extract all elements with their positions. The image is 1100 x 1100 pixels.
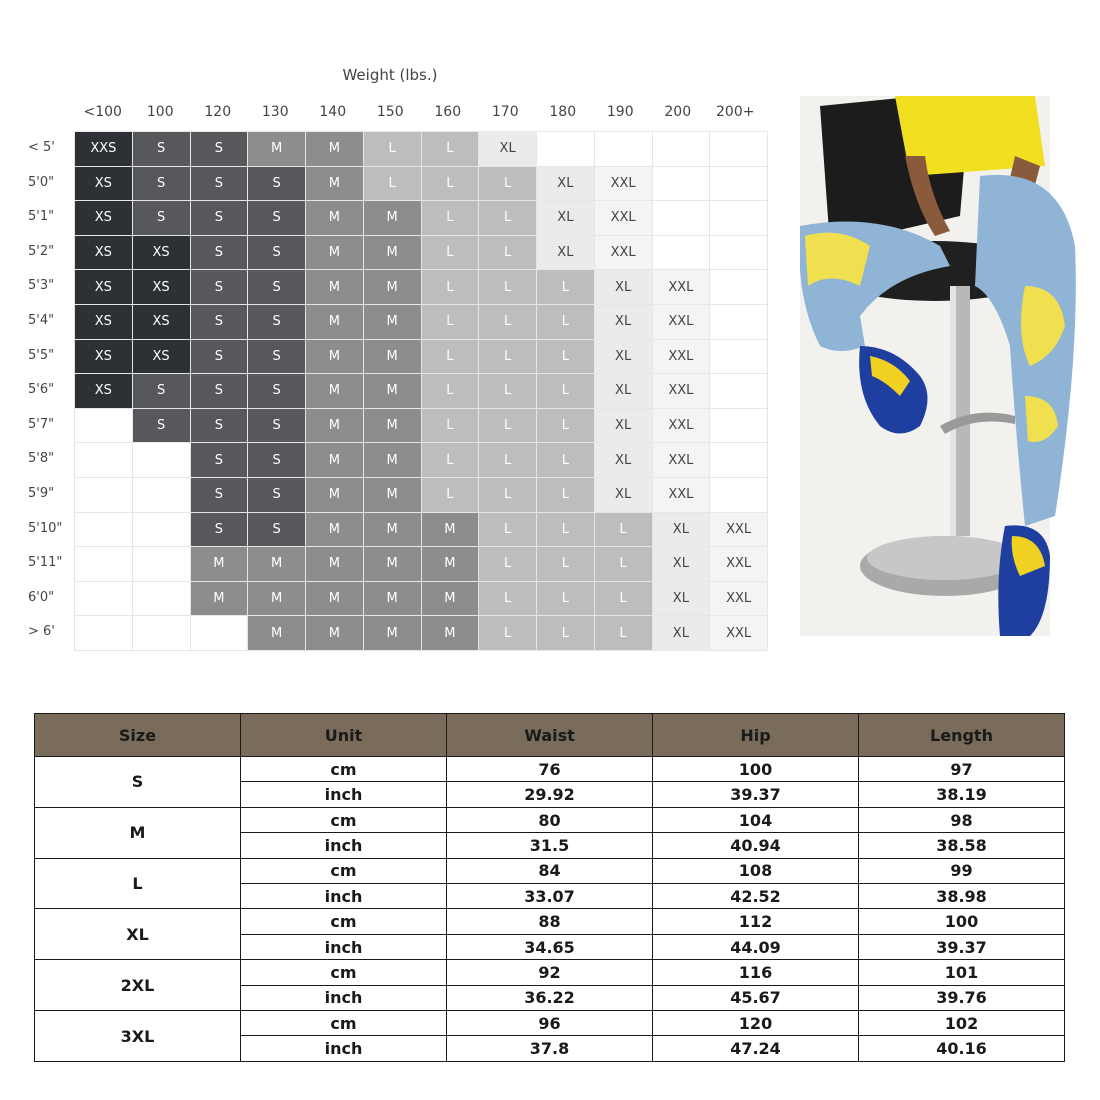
size-cell [190, 615, 248, 650]
weight-label: 200 [664, 104, 692, 120]
size-cell: M [363, 200, 421, 235]
size-cell: L [478, 269, 536, 304]
size-cell: XL [594, 339, 652, 374]
size-cell [594, 131, 652, 166]
size-cell [132, 546, 190, 581]
size-cell: M [247, 581, 305, 616]
size-cell: XXL [652, 408, 710, 443]
size-cell: S [247, 235, 305, 270]
size-cell: L [536, 442, 594, 477]
size-cell: XXL [709, 581, 767, 616]
unit-cell: cm [241, 858, 447, 883]
size-cell: M [363, 408, 421, 443]
size-cell: XXL [594, 200, 652, 235]
size-cell [709, 131, 767, 166]
hip-cell: 116 [653, 960, 859, 985]
size-cell: XXL [652, 304, 710, 339]
hip-cell: 39.37 [653, 782, 859, 807]
size-cell: XL [594, 373, 652, 408]
size-cell: L [536, 477, 594, 512]
unit-cell: inch [241, 833, 447, 858]
size-cell: S [247, 304, 305, 339]
header-length: Length [859, 714, 1065, 757]
size-cell: L [594, 512, 652, 547]
size-cell: L [421, 477, 479, 512]
size-cell [74, 615, 132, 650]
size-cell: L [421, 131, 479, 166]
waist-cell: 96 [447, 1011, 653, 1036]
length-cell: 98 [859, 807, 1065, 832]
size-cell: XL [594, 269, 652, 304]
height-label: 5'7" [28, 416, 55, 432]
size-cell: XL [536, 166, 594, 201]
waist-cell: 36.22 [447, 985, 653, 1010]
size-cell: S [132, 166, 190, 201]
height-label: 5'9" [28, 485, 55, 501]
size-cell: S [247, 442, 305, 477]
weight-label: 150 [376, 104, 404, 120]
unit-cell: cm [241, 807, 447, 832]
size-cell: L [536, 373, 594, 408]
size-recommendation-grid [74, 131, 768, 651]
size-cell: XL [594, 304, 652, 339]
size-cell: L [478, 235, 536, 270]
size-cell: XS [74, 339, 132, 374]
weight-label: 180 [549, 104, 577, 120]
size-cell: XL [594, 442, 652, 477]
hip-cell: 45.67 [653, 985, 859, 1010]
size-cell [132, 512, 190, 547]
size-name-cell: 3XL [35, 1011, 241, 1062]
size-cell: XS [74, 304, 132, 339]
height-label: 5'0" [28, 174, 55, 190]
hip-cell: 47.24 [653, 1036, 859, 1062]
size-cell: XXL [594, 235, 652, 270]
unit-cell: cm [241, 757, 447, 782]
waist-cell: 88 [447, 909, 653, 934]
size-cell: M [305, 339, 363, 374]
size-cell: XL [478, 131, 536, 166]
size-cell: XXL [652, 373, 710, 408]
length-cell: 97 [859, 757, 1065, 782]
size-cell: XL [652, 546, 710, 581]
unit-cell: inch [241, 985, 447, 1010]
size-cell: L [421, 235, 479, 270]
size-cell: M [247, 131, 305, 166]
size-cell: L [478, 200, 536, 235]
size-cell [74, 512, 132, 547]
size-cell: L [536, 615, 594, 650]
weight-label: 120 [204, 104, 232, 120]
size-cell: M [305, 304, 363, 339]
size-cell: M [190, 581, 248, 616]
size-cell: M [363, 546, 421, 581]
size-cell [536, 131, 594, 166]
size-cell: XS [74, 200, 132, 235]
size-cell: M [363, 615, 421, 650]
size-cell: XXL [652, 477, 710, 512]
size-cell: XL [652, 581, 710, 616]
size-cell: L [478, 512, 536, 547]
size-cell [709, 408, 767, 443]
size-cell: M [363, 304, 421, 339]
size-cell [709, 442, 767, 477]
size-cell [709, 304, 767, 339]
table-row [35, 807, 1065, 832]
size-cell [74, 581, 132, 616]
size-cell: M [305, 131, 363, 166]
size-cell: L [478, 615, 536, 650]
size-name-cell: L [35, 858, 241, 909]
size-cell: XL [652, 512, 710, 547]
unit-cell: inch [241, 782, 447, 807]
size-cell: M [305, 373, 363, 408]
size-cell [652, 235, 710, 270]
size-cell: M [305, 615, 363, 650]
size-cell: M [363, 373, 421, 408]
size-cell: M [305, 546, 363, 581]
hip-cell: 104 [653, 807, 859, 832]
header-hip: Hip [653, 714, 859, 757]
size-cell: L [421, 200, 479, 235]
size-cell: M [305, 269, 363, 304]
waist-cell: 80 [447, 807, 653, 832]
size-cell: XXL [594, 166, 652, 201]
size-cell: L [478, 339, 536, 374]
height-label: 5'3" [28, 278, 55, 294]
size-cell: M [421, 512, 479, 547]
size-cell [709, 477, 767, 512]
size-cell: L [421, 442, 479, 477]
measurement-table [34, 713, 1065, 1062]
size-cell: XXL [652, 269, 710, 304]
size-cell: XXL [709, 546, 767, 581]
size-cell: M [305, 166, 363, 201]
size-cell: L [536, 408, 594, 443]
unit-cell: cm [241, 909, 447, 934]
table-row [35, 909, 1065, 934]
height-label: 5'6" [28, 382, 55, 398]
size-cell: XS [74, 235, 132, 270]
size-cell [74, 442, 132, 477]
waist-cell: 84 [447, 858, 653, 883]
size-cell: M [190, 546, 248, 581]
size-name-cell: 2XL [35, 960, 241, 1011]
length-cell: 99 [859, 858, 1065, 883]
size-cell: L [478, 304, 536, 339]
height-label: 5'11" [28, 555, 63, 571]
height-label: 6'0" [28, 589, 55, 605]
length-cell: 40.16 [859, 1036, 1065, 1062]
weight-label: <100 [83, 104, 122, 120]
size-cell [709, 200, 767, 235]
size-cell: M [305, 477, 363, 512]
height-label-column [20, 131, 70, 650]
size-cell: L [536, 581, 594, 616]
table-row [35, 1011, 1065, 1036]
size-cell: L [536, 546, 594, 581]
size-cell: S [247, 339, 305, 374]
size-cell: M [421, 546, 479, 581]
weight-label: 190 [606, 104, 634, 120]
weight-label: 200+ [716, 104, 755, 120]
size-cell: L [421, 269, 479, 304]
hip-cell: 100 [653, 757, 859, 782]
size-cell: XXL [709, 512, 767, 547]
weight-label: 170 [491, 104, 519, 120]
size-cell: XXL [709, 615, 767, 650]
size-cell [132, 615, 190, 650]
size-cell: XS [132, 339, 190, 374]
unit-cell: inch [241, 934, 447, 959]
size-cell: S [190, 373, 248, 408]
size-cell: XS [132, 235, 190, 270]
size-cell: L [594, 615, 652, 650]
hip-cell: 120 [653, 1011, 859, 1036]
size-cell: XS [132, 269, 190, 304]
size-cell: S [247, 200, 305, 235]
hip-cell: 112 [653, 909, 859, 934]
size-cell [74, 546, 132, 581]
length-cell: 38.58 [859, 833, 1065, 858]
size-name-cell: S [35, 757, 241, 808]
size-cell: L [478, 442, 536, 477]
size-cell: M [363, 477, 421, 512]
size-cell: XL [652, 615, 710, 650]
length-cell: 39.76 [859, 985, 1065, 1010]
size-cell: L [536, 512, 594, 547]
header-size: Size [35, 714, 241, 757]
table-row [35, 960, 1065, 985]
size-cell: M [421, 615, 479, 650]
length-cell: 102 [859, 1011, 1065, 1036]
size-cell: L [421, 304, 479, 339]
unit-cell: cm [241, 960, 447, 985]
height-label: 5'2" [28, 243, 55, 259]
waist-cell: 92 [447, 960, 653, 985]
size-cell: M [247, 615, 305, 650]
height-label: 5'5" [28, 347, 55, 363]
size-cell [132, 581, 190, 616]
size-cell: S [190, 477, 248, 512]
size-cell: L [421, 373, 479, 408]
height-label: 5'8" [28, 451, 55, 467]
size-cell: M [363, 339, 421, 374]
hip-cell: 42.52 [653, 884, 859, 909]
weight-label: 160 [434, 104, 462, 120]
size-cell: L [536, 304, 594, 339]
size-cell [709, 339, 767, 374]
size-cell: M [363, 235, 421, 270]
size-cell: L [363, 131, 421, 166]
size-cell [132, 477, 190, 512]
waist-cell: 29.92 [447, 782, 653, 807]
size-cell: M [305, 581, 363, 616]
size-cell: M [305, 408, 363, 443]
size-cell: S [190, 166, 248, 201]
size-cell: XL [536, 200, 594, 235]
size-cell [74, 477, 132, 512]
size-cell: M [305, 442, 363, 477]
size-cell: S [247, 269, 305, 304]
waist-cell: 76 [447, 757, 653, 782]
size-cell: L [421, 166, 479, 201]
size-cell: L [536, 339, 594, 374]
size-cell [652, 200, 710, 235]
size-cell [652, 131, 710, 166]
size-cell: M [305, 512, 363, 547]
size-cell: S [132, 373, 190, 408]
weight-header-row [74, 104, 764, 126]
waist-cell: 34.65 [447, 934, 653, 959]
size-cell: S [190, 235, 248, 270]
size-name-cell: M [35, 807, 241, 858]
product-photo [800, 96, 1080, 636]
hip-cell: 44.09 [653, 934, 859, 959]
height-label: 5'4" [28, 312, 55, 328]
size-cell: L [478, 581, 536, 616]
weight-label: 100 [146, 104, 174, 120]
size-cell: S [190, 304, 248, 339]
size-cell: S [190, 131, 248, 166]
table-row [35, 757, 1065, 782]
size-cell: M [421, 581, 479, 616]
size-cell: S [132, 200, 190, 235]
size-cell: XS [74, 373, 132, 408]
size-cell: XL [594, 477, 652, 512]
table-row [35, 858, 1065, 883]
size-cell [652, 166, 710, 201]
size-cell: L [478, 546, 536, 581]
size-cell: L [536, 269, 594, 304]
size-cell: S [247, 373, 305, 408]
header-unit: Unit [241, 714, 447, 757]
size-cell [132, 442, 190, 477]
size-cell: M [305, 235, 363, 270]
size-cell: S [247, 477, 305, 512]
size-cell: M [363, 512, 421, 547]
size-cell: L [421, 408, 479, 443]
size-cell [74, 408, 132, 443]
length-cell: 100 [859, 909, 1065, 934]
height-label: > 6' [28, 624, 55, 640]
size-cell: M [363, 269, 421, 304]
size-cell: M [363, 581, 421, 616]
length-cell: 39.37 [859, 934, 1065, 959]
height-label: 5'10" [28, 520, 63, 536]
size-cell: XXL [652, 339, 710, 374]
size-cell: S [247, 512, 305, 547]
size-cell [709, 166, 767, 201]
hip-cell: 108 [653, 858, 859, 883]
size-cell: S [190, 269, 248, 304]
unit-cell: cm [241, 1011, 447, 1036]
length-cell: 38.19 [859, 782, 1065, 807]
unit-cell: inch [241, 1036, 447, 1062]
size-cell: L [363, 166, 421, 201]
size-cell: S [190, 442, 248, 477]
size-cell: L [594, 546, 652, 581]
size-name-cell: XL [35, 909, 241, 960]
size-cell: XS [74, 269, 132, 304]
weight-axis-title: Weight (lbs.) [342, 66, 438, 84]
size-cell: L [421, 339, 479, 374]
size-cell: M [305, 200, 363, 235]
size-cell: L [478, 408, 536, 443]
size-cell [709, 373, 767, 408]
length-cell: 101 [859, 960, 1065, 985]
size-cell: XXS [74, 131, 132, 166]
size-cell: S [190, 512, 248, 547]
size-cell: XS [132, 304, 190, 339]
height-label: < 5' [28, 140, 55, 155]
waist-cell: 37.8 [447, 1036, 653, 1062]
size-cell: S [190, 200, 248, 235]
size-cell: S [132, 408, 190, 443]
header-waist: Waist [447, 714, 653, 757]
size-cell: L [478, 166, 536, 201]
size-cell [709, 269, 767, 304]
length-cell: 38.98 [859, 884, 1065, 909]
unit-cell: inch [241, 884, 447, 909]
size-cell: S [247, 408, 305, 443]
height-label: 5'1" [28, 209, 55, 225]
hip-cell: 40.94 [653, 833, 859, 858]
size-cell: M [247, 546, 305, 581]
size-cell [709, 235, 767, 270]
waist-cell: 33.07 [447, 884, 653, 909]
size-cell: M [363, 442, 421, 477]
size-cell: L [478, 373, 536, 408]
weight-label: 140 [319, 104, 347, 120]
size-cell: S [247, 166, 305, 201]
size-cell: XS [74, 166, 132, 201]
waist-cell: 31.5 [447, 833, 653, 858]
size-cell: XL [594, 408, 652, 443]
size-cell: S [190, 408, 248, 443]
size-cell: XL [536, 235, 594, 270]
weight-label: 130 [261, 104, 289, 120]
size-cell: S [190, 339, 248, 374]
size-cell: L [594, 581, 652, 616]
size-cell: XXL [652, 442, 710, 477]
size-cell: S [132, 131, 190, 166]
size-cell: L [478, 477, 536, 512]
